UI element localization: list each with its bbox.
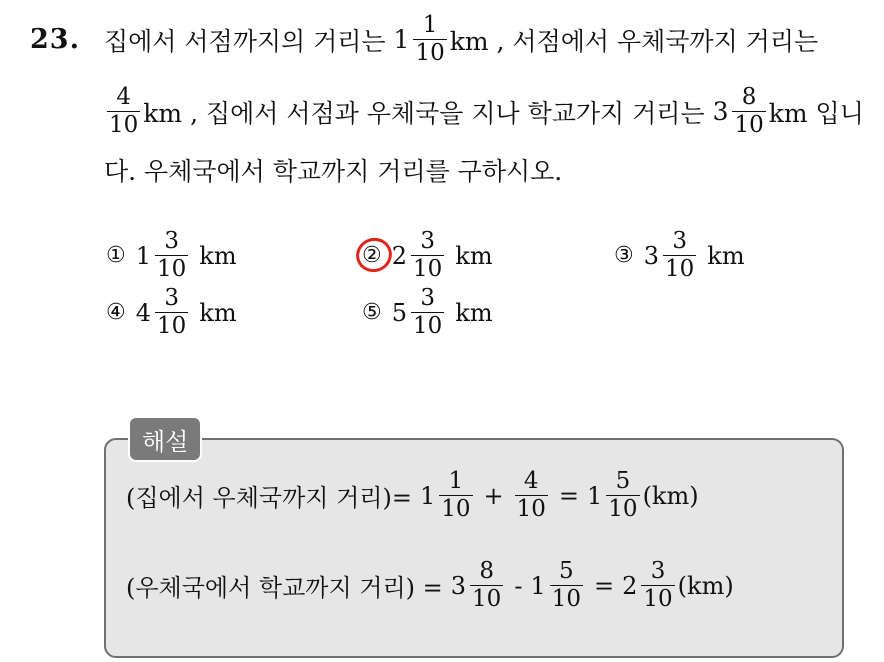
- fraction-denominator: 10: [472, 586, 502, 612]
- unit-label: km: [199, 298, 237, 327]
- problem-text: km , 서점에서 우체국까지 거리는: [449, 26, 819, 56]
- fraction: [732, 86, 765, 137]
- mixed-whole: 3: [712, 97, 729, 126]
- plus-operator: +: [483, 481, 504, 510]
- fraction-numerator: 3: [420, 228, 435, 254]
- fraction-numerator: 4: [116, 84, 131, 110]
- mixed-whole: 1: [530, 571, 546, 600]
- fraction: [155, 287, 188, 338]
- fraction-numerator: 8: [479, 558, 494, 584]
- answer-choice-1[interactable]: [106, 230, 237, 281]
- fraction-numerator: 5: [615, 468, 631, 494]
- fraction-denominator: 10: [413, 313, 443, 339]
- equals-operator: =: [593, 571, 615, 600]
- fraction-numerator: 3: [164, 285, 179, 311]
- problem-text: km 입니: [768, 98, 864, 128]
- fraction-numerator: 3: [672, 228, 687, 254]
- fraction: [107, 86, 140, 137]
- unit-label: (km): [642, 481, 699, 510]
- unit-label: (km): [677, 571, 734, 600]
- mixed-whole: 3: [450, 571, 467, 600]
- mixed-whole: 5: [391, 298, 408, 327]
- fraction: [155, 230, 188, 281]
- mixed-whole: 1: [393, 25, 410, 54]
- fraction-numerator: 8: [741, 84, 757, 110]
- fraction-denominator: 10: [643, 586, 673, 612]
- fraction-denominator: 10: [516, 496, 546, 522]
- problem-text: 다. 우체국에서 학교까지 거리를 구하시오.: [104, 157, 563, 186]
- fraction-denominator: 10: [734, 112, 764, 138]
- unit-label: km: [455, 241, 493, 270]
- fraction-numerator: 5: [559, 558, 574, 584]
- minus-operator: -: [514, 571, 523, 600]
- mixed-whole: 1: [587, 481, 603, 510]
- problem-line-3: [104, 152, 562, 188]
- fraction: [439, 470, 472, 521]
- equals-operator: =: [558, 481, 579, 510]
- mixed-whole: 1: [135, 241, 152, 270]
- fraction-numerator: 4: [523, 468, 539, 494]
- fraction-denominator: 10: [157, 313, 187, 339]
- answer-choice-3[interactable]: [614, 230, 745, 281]
- answer-choice-5[interactable]: [362, 287, 493, 338]
- mixed-whole: 3: [643, 241, 660, 270]
- fraction-denominator: 10: [415, 40, 445, 66]
- choice-number-icon: ⑤: [362, 300, 382, 325]
- problem-line-1: [104, 14, 818, 65]
- choice-number-icon: ④: [106, 300, 126, 325]
- fraction: [411, 287, 444, 338]
- problem-text: km , 집에서 서점과 우체국을 지나 학교가지 거리는: [143, 98, 705, 128]
- problem-text: 집에서 서점까지의 거리는: [104, 26, 386, 56]
- choice-number-icon: ③: [614, 243, 634, 268]
- mixed-whole: 2: [622, 571, 638, 600]
- solution-tag: 해설: [128, 416, 202, 462]
- choice-number-icon: ①: [106, 243, 126, 268]
- fraction-denominator: 10: [665, 256, 695, 282]
- unit-label: km: [455, 298, 493, 327]
- problem-line-2: [104, 86, 864, 137]
- fraction-denominator: 10: [608, 496, 638, 522]
- fraction-numerator: 3: [164, 228, 179, 254]
- mixed-whole: 1: [419, 481, 436, 510]
- equation-label: (우체국에서 학교까지 거리) =: [126, 574, 443, 602]
- fraction-denominator: 10: [551, 586, 581, 612]
- fraction: [411, 230, 444, 281]
- fraction-denominator: 10: [413, 256, 443, 282]
- fraction-numerator: 1: [422, 12, 438, 38]
- fraction-numerator: 1: [448, 468, 464, 494]
- fraction: [606, 470, 639, 521]
- fraction-denominator: 10: [157, 256, 187, 282]
- choice-number-icon: ②: [362, 243, 382, 268]
- fraction-numerator: 3: [650, 558, 666, 584]
- question-number: 23.: [30, 24, 80, 55]
- unit-label: km: [199, 241, 237, 270]
- fraction-numerator: 3: [420, 285, 435, 311]
- equation-label: (집에서 우체국까지 거리)=: [126, 484, 412, 512]
- answer-choice-4[interactable]: [106, 287, 237, 338]
- solution-equation-1: [126, 470, 699, 521]
- fraction: [413, 14, 446, 65]
- unit-label: km: [707, 241, 745, 270]
- fraction: [515, 470, 548, 521]
- fraction-denominator: 10: [441, 496, 471, 522]
- mixed-whole: 4: [135, 298, 152, 327]
- fraction-denominator: 10: [109, 112, 139, 138]
- fraction: [641, 560, 674, 611]
- fraction: [470, 560, 503, 611]
- fraction: [550, 560, 583, 611]
- mixed-whole: 2: [391, 241, 408, 270]
- fraction: [663, 230, 696, 281]
- solution-equation-2: [126, 560, 734, 611]
